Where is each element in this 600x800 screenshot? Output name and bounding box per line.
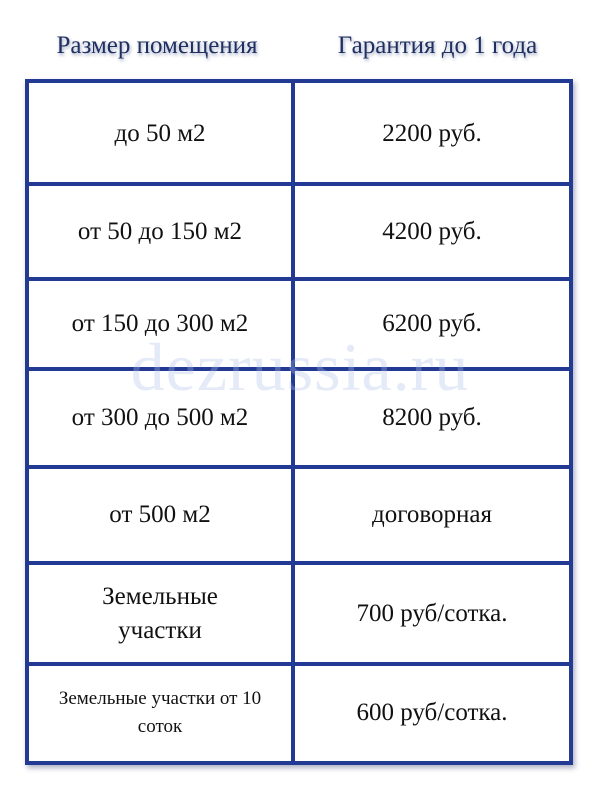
cell-price: 700 руб/сотка. <box>356 599 508 627</box>
cell-size: от 50 до 150 м2 <box>77 217 243 245</box>
table-row <box>29 467 569 563</box>
table-row <box>29 369 569 467</box>
table-row <box>29 279 569 369</box>
table-row <box>29 563 569 664</box>
cell-price: 4200 руб. <box>382 217 482 245</box>
cell-price: 2200 руб. <box>382 119 482 147</box>
cell-size: от 500 м2 <box>109 501 211 529</box>
table-row <box>29 83 569 184</box>
cell-size: Земельные участки от 10 соток <box>58 687 262 737</box>
table-header <box>0 26 600 74</box>
table-row <box>29 664 569 761</box>
cell-price: 6200 руб. <box>382 310 482 338</box>
table-row <box>29 184 569 279</box>
cell-price: 600 руб/сотка. <box>356 698 508 726</box>
cell-price: 8200 руб. <box>382 404 482 432</box>
cell-price: договорная <box>372 501 492 529</box>
cell-size: Земельные участки <box>102 582 218 644</box>
header-warranty: Гарантия до 1 года <box>337 32 538 59</box>
price-table <box>25 79 573 765</box>
cell-size: от 300 до 500 м2 <box>71 404 249 432</box>
header-room-size: Размер помещения <box>56 32 258 59</box>
cell-size: от 150 до 300 м2 <box>71 310 249 338</box>
watermark: dezrussia.ru <box>130 329 470 405</box>
cell-size: до 50 м2 <box>114 119 206 147</box>
